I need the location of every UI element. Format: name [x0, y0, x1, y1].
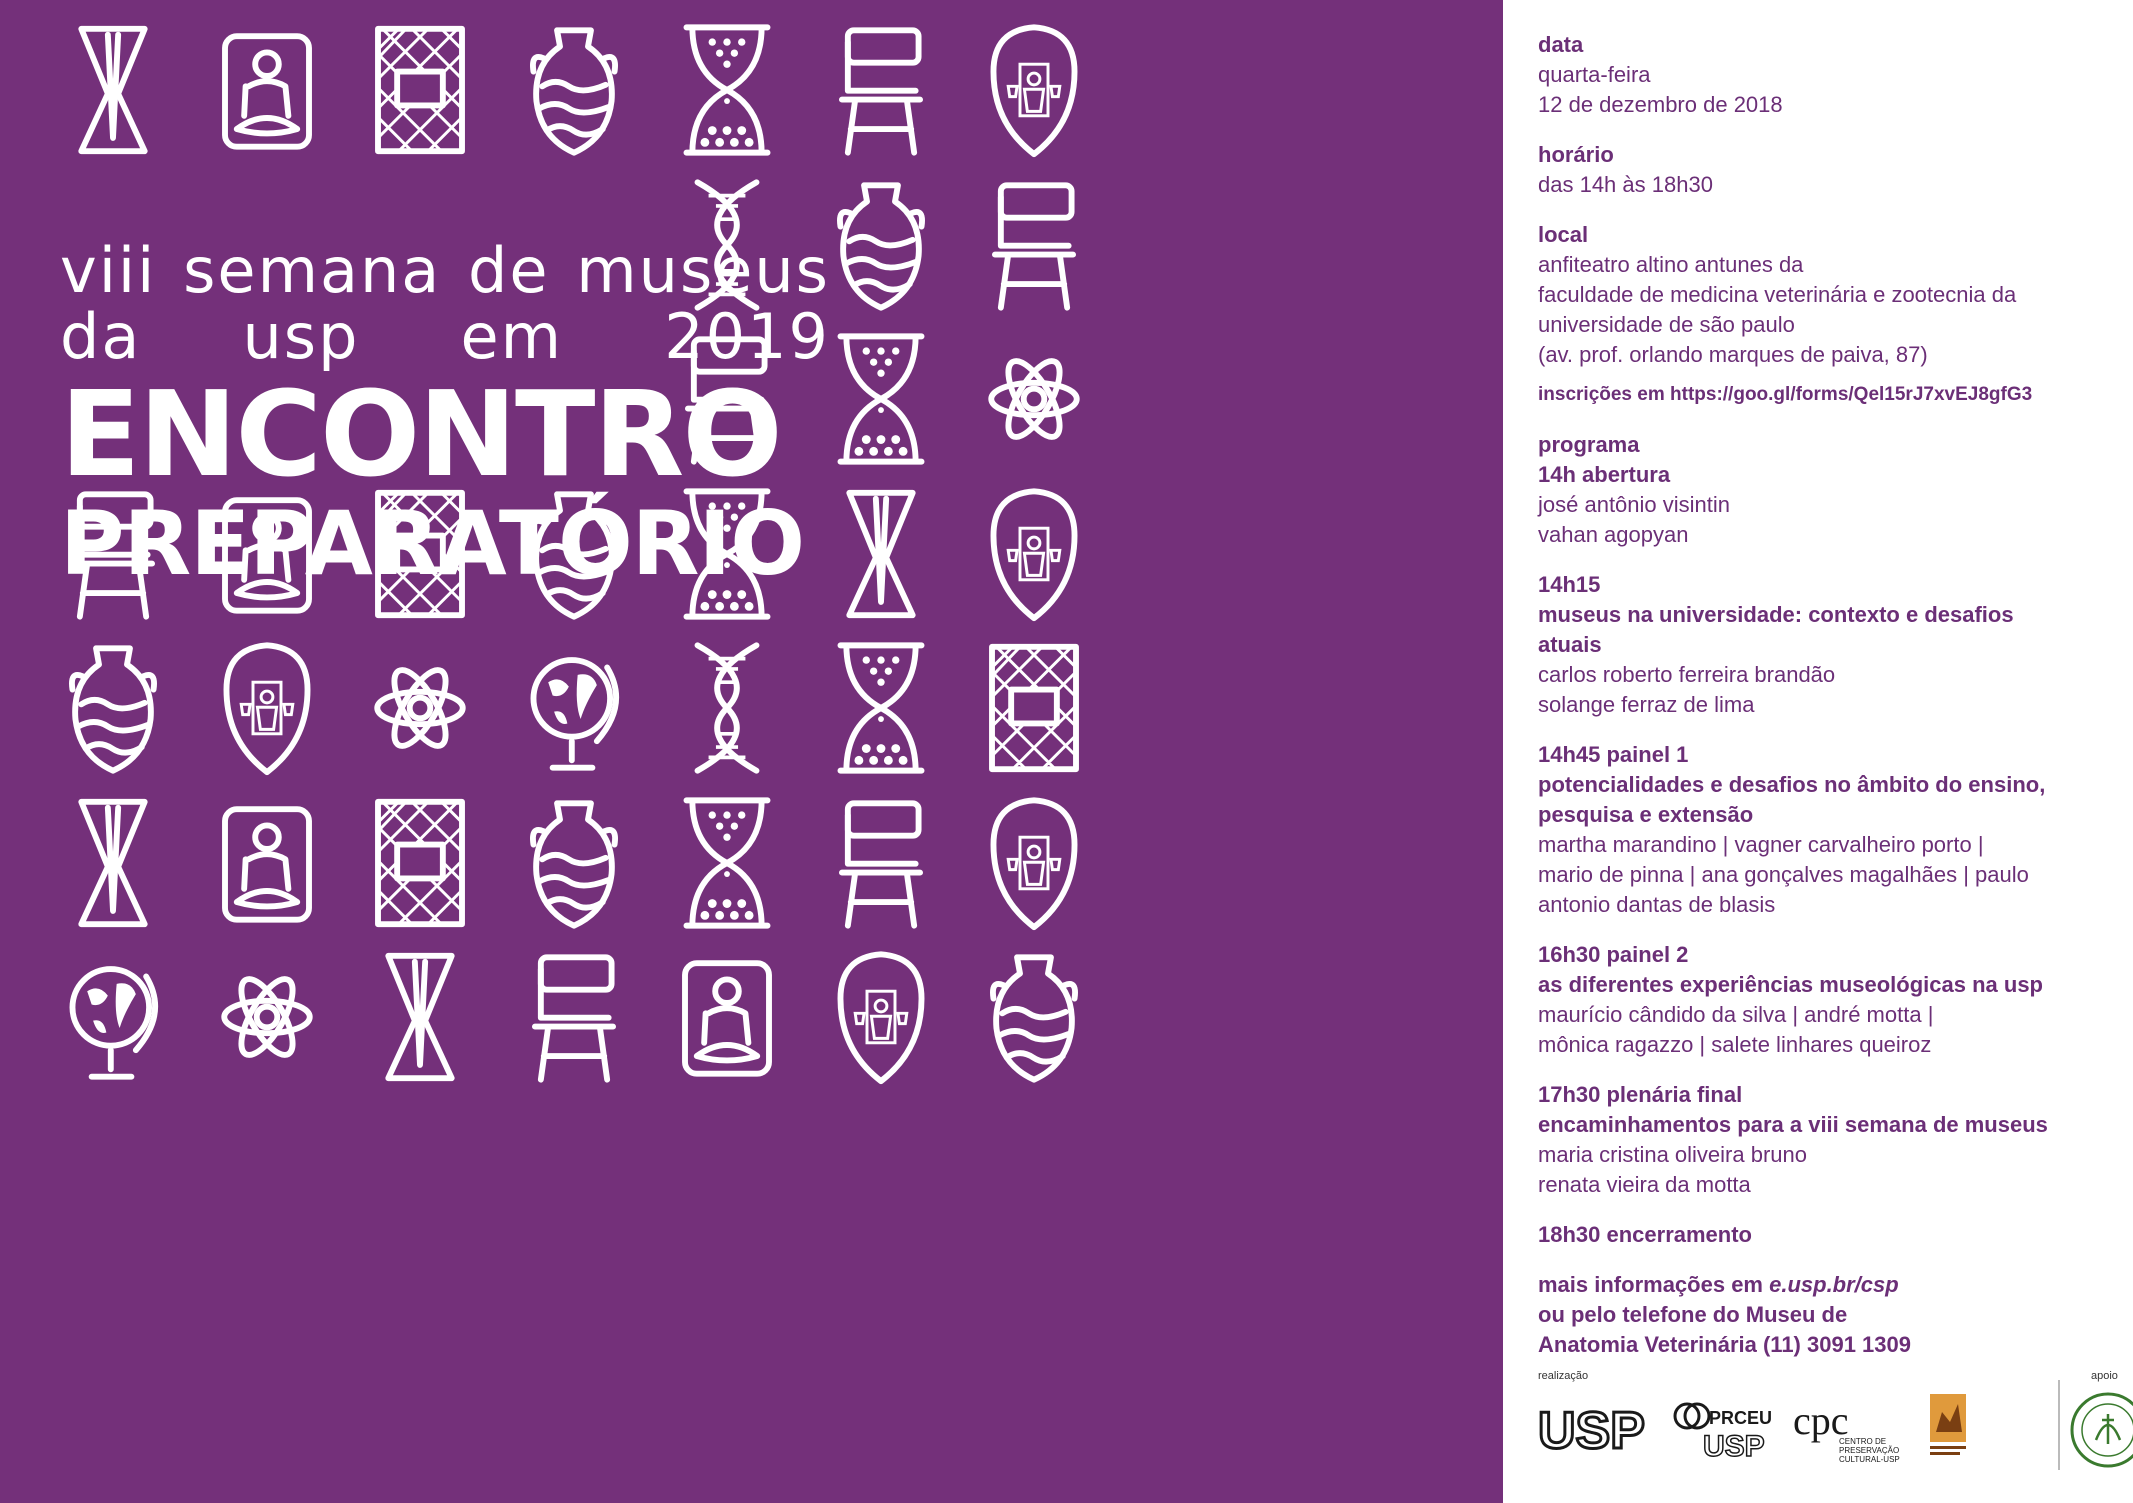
session-head: 17h30 plenária final	[1538, 1082, 1743, 1107]
globe-icon	[48, 947, 178, 1087]
apoio-label: apoio	[2091, 1370, 2118, 1382]
prceu-top-text: PRCEU	[1709, 1408, 1773, 1428]
shield-icon	[816, 947, 946, 1087]
date-value: 12 de dezembro de 2018	[1538, 92, 1783, 117]
shield-icon	[969, 20, 1099, 160]
session-topic: as diferentes experiências museológicas na usp	[1538, 972, 2043, 997]
title-word: em	[460, 300, 564, 373]
wedge-icon	[355, 947, 485, 1087]
wedge-icon	[48, 793, 178, 933]
title-line-2	[60, 300, 830, 373]
cpc-sub-line: CULTURAL-USP	[1839, 1455, 1900, 1464]
hourglass-icon	[662, 20, 792, 160]
apoio-seal-mark	[2068, 1390, 2133, 1470]
lattice-icon	[969, 638, 1099, 778]
location-section	[1538, 220, 2118, 370]
location-line: anfiteatro altino antunes da	[1538, 252, 1804, 277]
program-label: programa	[1538, 432, 1640, 457]
session-speakers: mario de pinna | ana gonçalves magalhães | paulo	[1538, 862, 2029, 887]
cpc-sub-line: CENTRO DE	[1839, 1437, 1887, 1446]
event-info	[1538, 30, 2118, 1380]
usp-logo-mark	[1538, 1400, 1648, 1460]
session-speakers: antonio dantas de blasis	[1538, 892, 1776, 917]
vase-icon	[816, 175, 946, 315]
phone-line: Anatomia Veterinária (11) 3091 1309	[1538, 1332, 1911, 1357]
title-line-1	[60, 234, 830, 307]
date-day: quarta-feira	[1538, 62, 1651, 87]
wedge-icon	[816, 484, 946, 624]
info-panel	[1503, 0, 2133, 1503]
museum-logo	[1928, 1392, 1968, 1466]
title-word: viii	[60, 234, 157, 307]
date-label: data	[1538, 32, 1584, 57]
cpc-logo	[1793, 1400, 1913, 1468]
sessions	[1538, 460, 2118, 1200]
chair-icon	[969, 175, 1099, 315]
session-head: 16h30 painel 2	[1538, 942, 1689, 967]
chair-icon	[816, 793, 946, 933]
time-label: horário	[1538, 142, 1614, 167]
program-session	[1538, 1080, 2118, 1200]
logos	[1538, 1370, 2118, 1480]
session-head: 14h15	[1538, 572, 1601, 597]
lattice-icon	[355, 20, 485, 160]
title-block	[60, 234, 830, 595]
more-info-link[interactable]: e.usp.br/csp	[1769, 1272, 1899, 1297]
closing: 18h30 encerramento	[1538, 1222, 1752, 1247]
title-word: de	[468, 234, 550, 307]
session-speakers: solange ferraz de lima	[1538, 692, 1755, 717]
figure-icon	[202, 20, 332, 160]
prceu-logo	[1673, 1400, 1773, 1464]
chair-icon	[509, 947, 639, 1087]
atom-icon	[969, 329, 1099, 469]
vase-icon	[509, 793, 639, 933]
cpc-logo-mark	[1793, 1400, 1913, 1464]
program-session	[1538, 570, 2118, 720]
title-encontro: ENCONTRO	[60, 365, 781, 503]
program-session	[1538, 740, 2118, 920]
usp-logo	[1538, 1400, 1648, 1464]
session-topic: potencialidades e desafios no âmbito do ensino,	[1538, 772, 2046, 797]
session-head: 14h abertura	[1538, 462, 1671, 487]
session-topic: atuais	[1538, 632, 1602, 657]
session-speakers: martha marandino | vagner carvalheiro porto |	[1538, 832, 1984, 857]
registration-link[interactable]: inscrições em https://goo.gl/forms/Qel15rJ7xvEJ8gfG3	[1538, 384, 2033, 405]
vase-icon	[48, 638, 178, 778]
session-speakers: carlos roberto ferreira brandão	[1538, 662, 1836, 687]
atom-icon	[355, 638, 485, 778]
museum-logo-mark	[1928, 1392, 1968, 1462]
session-speakers: mônica ragazzo | salete linhares queiroz	[1538, 1032, 1932, 1057]
cpc-sub-line: PRESERVAÇÃO	[1839, 1446, 1900, 1455]
program-section	[1538, 430, 2118, 1200]
session-speakers: renata vieira da motta	[1538, 1172, 1751, 1197]
title-word: da	[60, 300, 142, 373]
atom-icon	[202, 947, 332, 1087]
apoio-seal	[2068, 1390, 2133, 1474]
session-speakers: maurício cândido da silva | andré motta |	[1538, 1002, 1934, 1027]
chair-icon	[816, 20, 946, 160]
more-info-prefix: mais informações em	[1538, 1272, 1770, 1297]
shield-icon	[969, 484, 1099, 624]
program-session	[1538, 460, 2118, 550]
globe-icon	[509, 638, 639, 778]
hourglass-icon	[816, 638, 946, 778]
session-speakers: vahan agopyan	[1538, 522, 1689, 547]
figure-icon	[662, 947, 792, 1087]
title-word: usp	[242, 300, 360, 373]
session-topic: pesquisa e extensão	[1538, 802, 1754, 827]
cpc-text: cpc	[1793, 1400, 1849, 1443]
location-line: (av. prof. orlando marques de paiva, 87)	[1538, 342, 1928, 367]
vase-icon	[969, 947, 1099, 1087]
date-section	[1538, 30, 2118, 120]
figure-icon	[202, 793, 332, 933]
prceu-logo-mark	[1673, 1400, 1773, 1460]
title-word: museus	[576, 234, 830, 307]
vase-icon	[509, 20, 639, 160]
title-word: 2019	[664, 300, 830, 373]
session-speakers: maria cristina oliveira bruno	[1538, 1142, 1807, 1167]
shield-icon	[202, 638, 332, 778]
lattice-icon	[355, 793, 485, 933]
prceu-bottom-text: USP	[1703, 1430, 1765, 1460]
realizacao-label: realização	[1538, 1370, 1589, 1382]
wedge-icon	[48, 20, 178, 160]
shield-icon	[969, 793, 1099, 933]
program-session	[1538, 940, 2118, 1060]
session-head: 14h45 painel 1	[1538, 742, 1689, 767]
time-section	[1538, 140, 2118, 200]
session-topic: museus na universidade: contexto e desafios	[1538, 602, 2014, 627]
phone-line: ou pelo telefone do Museu de	[1538, 1302, 1848, 1327]
location-line: universidade de são paulo	[1538, 312, 1795, 337]
dna-icon	[662, 638, 792, 778]
more-info	[1538, 1270, 2118, 1360]
time-value: das 14h às 18h30	[1538, 172, 1713, 197]
usp-logo-text: USP	[1538, 1402, 1645, 1460]
location-label: local	[1538, 222, 1589, 247]
title-word: semana	[183, 234, 442, 307]
session-speakers: josé antônio visintin	[1538, 492, 1731, 517]
hourglass-icon	[662, 793, 792, 933]
logo-divider	[2058, 1380, 2060, 1470]
title-preparatorio: PREPARATÓRIO	[60, 492, 805, 595]
session-topic: encaminhamentos para a viii semana de museus	[1538, 1112, 2048, 1137]
location-line: faculdade de medicina veterinária e zootecnia da	[1538, 282, 2017, 307]
hourglass-icon	[816, 329, 946, 469]
